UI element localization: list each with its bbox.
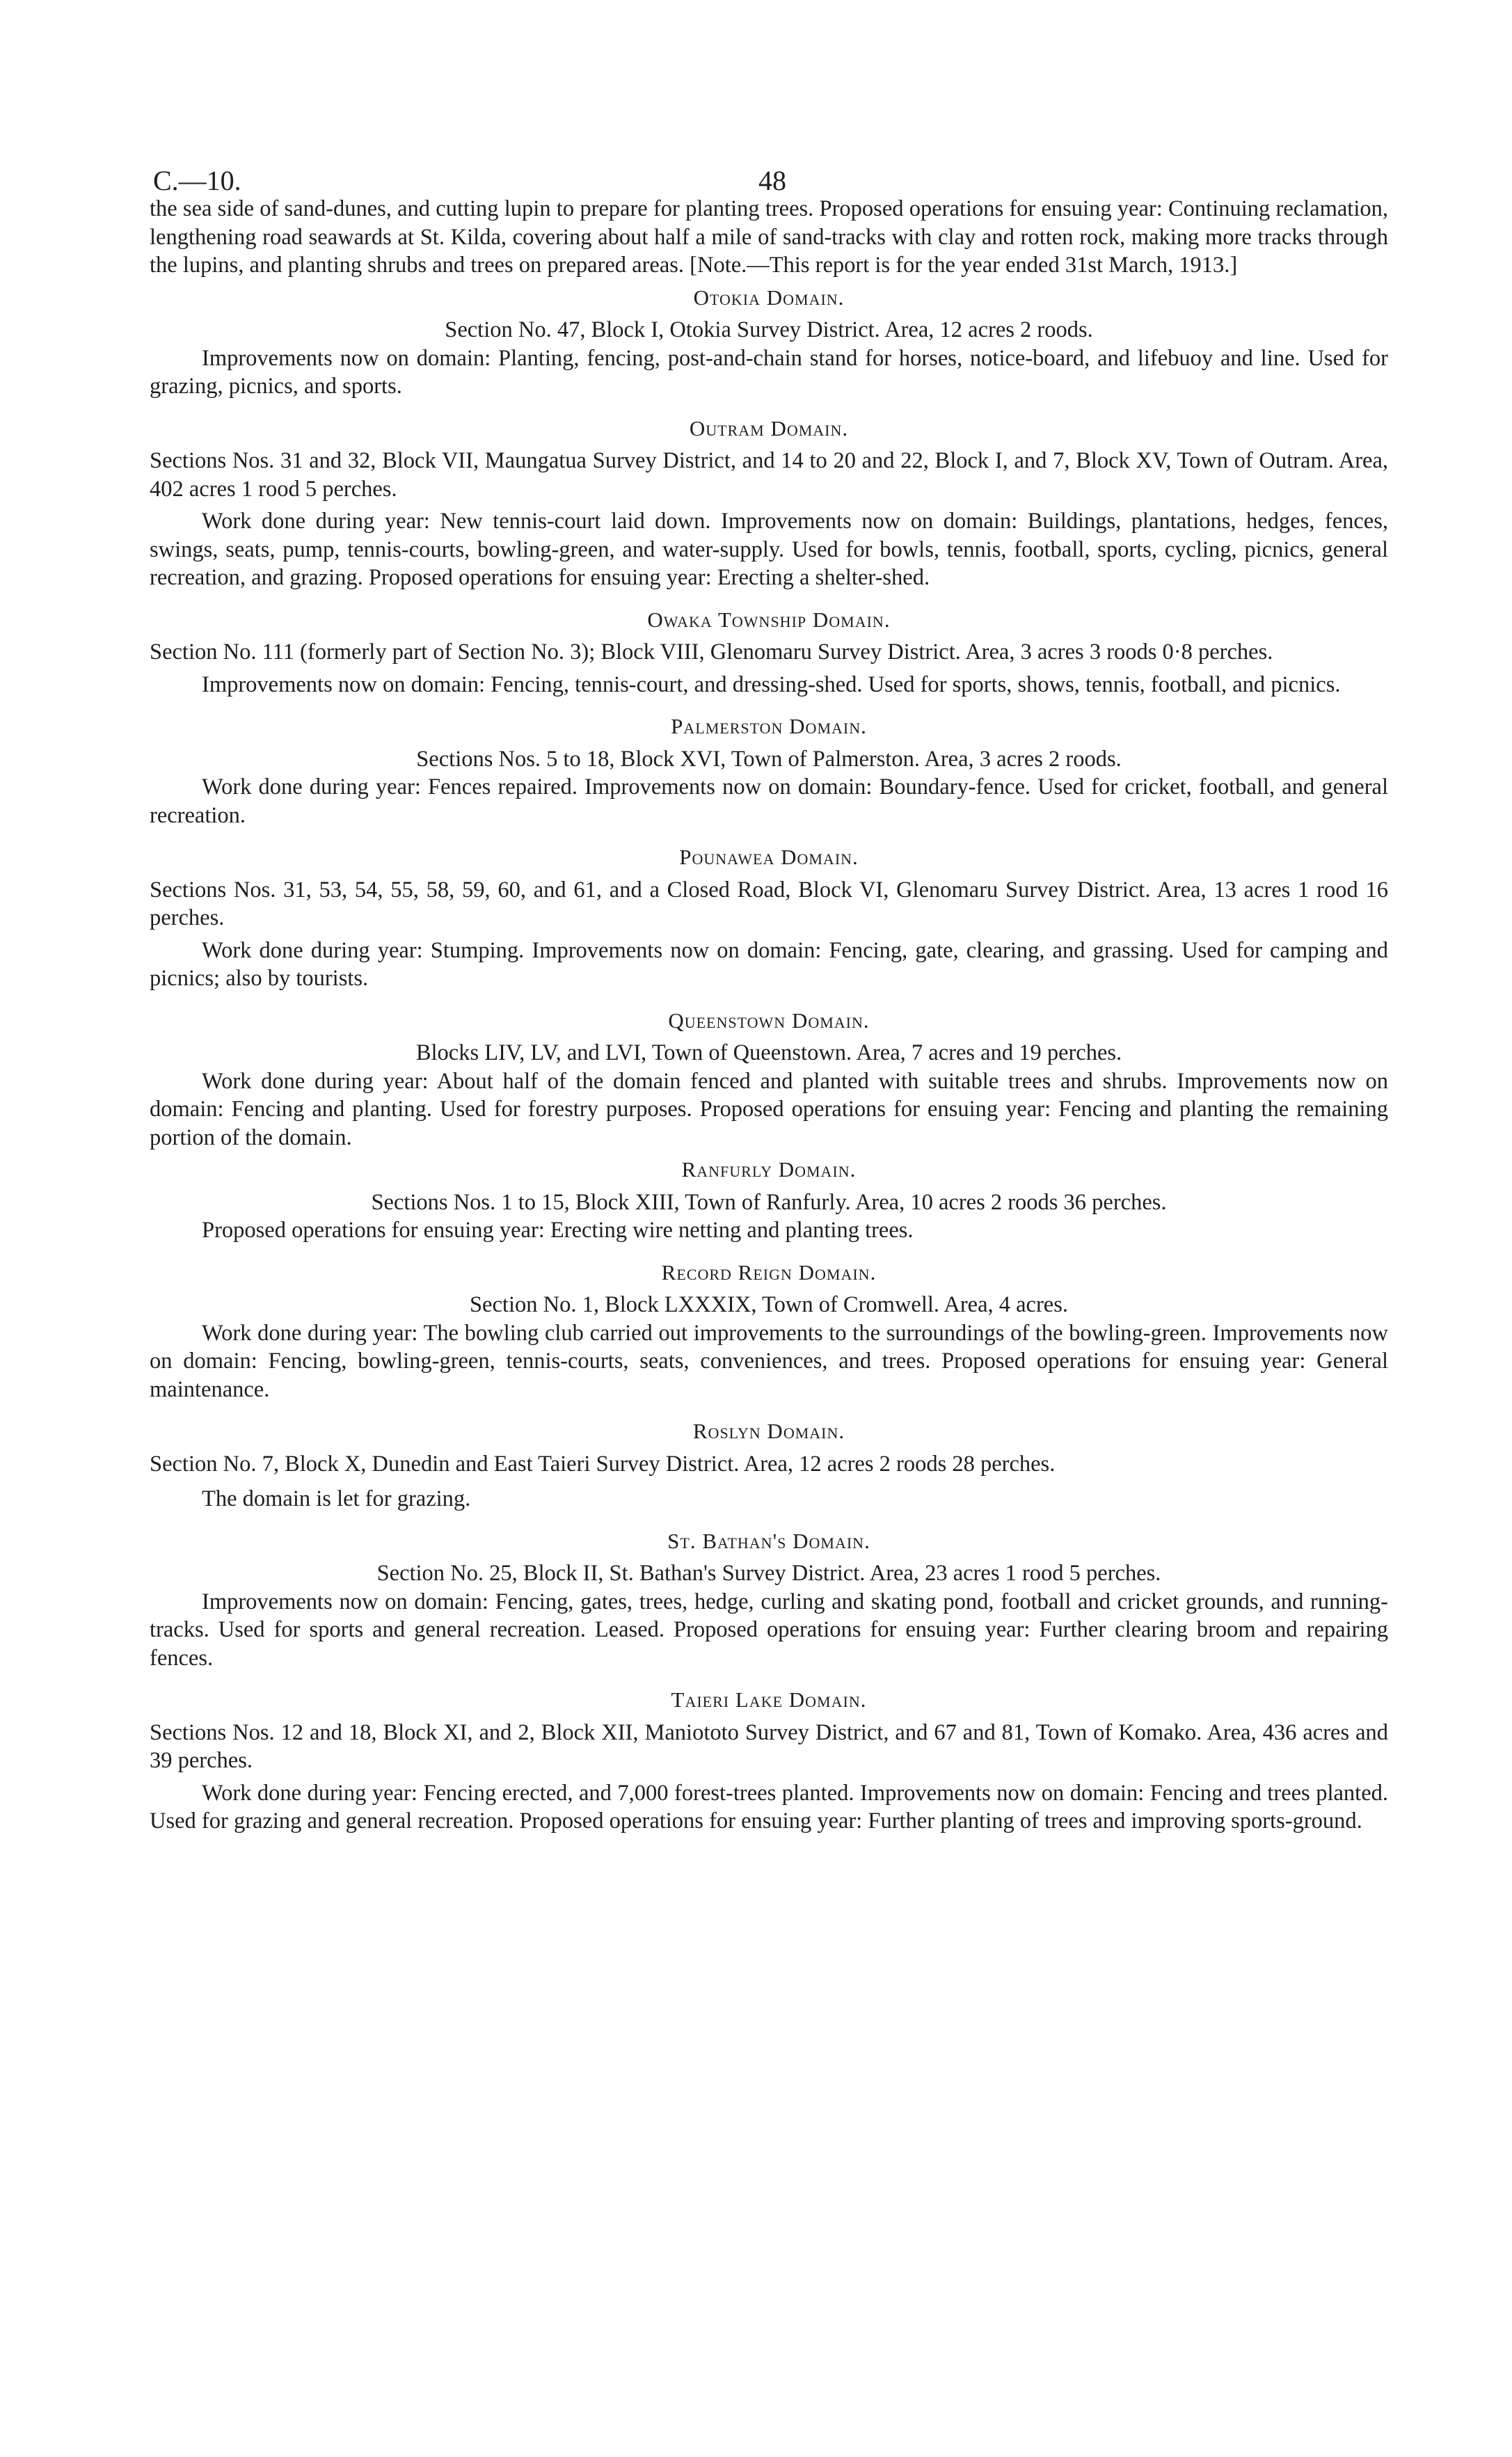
domain-title: Outram Domain.: [689, 415, 849, 440]
domain-details: Improvements now on domain: Planting, fencing, post-and-chain stand for horses, notice-board, and lifebuoy and line. Used for grazing, picnics, and sports.: [150, 345, 1388, 399]
domain-section: Section No. 47, Block I, Otokia Survey District. Area, 12 acres 2 roods.: [445, 317, 1093, 342]
domain-title: St. Bathan's Domain.: [667, 1528, 870, 1553]
domain-ranfurly: [150, 1154, 1388, 1245]
domain-palmerston: [150, 711, 1388, 829]
domain-details: Proposed operations for ensuing year: Erecting wire netting and planting trees.: [202, 1218, 914, 1243]
domain-details: Work done during year: Stumping. Improvements now on domain: Fencing, gate, clearing, and grassing. Used for camping and picnics; also by tourists.: [150, 937, 1388, 991]
domain-details: Work done during year: New tennis-court laid down. Improvements now on domain: Buildings, plantations, hedges, fences, swings, seats, pump, tennis-courts, bowling-green, and water-supply. Used for bowls, tennis, football, sports, cycling, picnics, general recreation, and grazing. Proposed operations for ensuing year: Erecting a shelter-shed.: [150, 509, 1388, 590]
domain-details: Work done during year: Fencing erected, and 7,000 forest-trees planted. Improvements now on domain: Fencing and trees planted. Used for grazing and general recreation. Proposed operations for ensuing year: Further planting of trees and improving sports-ground.: [150, 1780, 1388, 1834]
domain-title: Owaka Township Domain.: [647, 607, 891, 632]
domain-title: Ranfurly Domain.: [681, 1157, 857, 1182]
domain-owaka-township: [150, 605, 1388, 699]
domain-otokia: [150, 283, 1388, 401]
document-page: [150, 146, 1388, 2435]
domain-st-bathans: [150, 1526, 1388, 1673]
domain-title: Record Reign Domain.: [661, 1259, 877, 1285]
domain-title: Queenstown Domain.: [668, 1008, 870, 1033]
report-reference: C.—10.: [153, 165, 241, 196]
domain-details: Work done during year: Fences repaired. Improvements now on domain: Boundary-fence. Used for cricket, football, and general recreation.: [150, 774, 1388, 828]
page-number: 48: [758, 165, 786, 196]
domain-title: Otokia Domain.: [693, 285, 845, 310]
domain-taieri-lake: [150, 1685, 1388, 1836]
domain-section: Section No. 25, Block II, St. Bathan's Survey District. Area, 23 acres 1 rood 5 perches.: [376, 1561, 1161, 1586]
domain-section: Sections Nos. 31, 53, 54, 55, 58, 59, 60, and 61, and a Closed Road, Block VI, Glenomaru Survey District. Area, 13 acres 1 rood 16 perches.: [150, 877, 1388, 930]
domain-details: Improvements now on domain: Fencing, tennis-court, and dressing-shed. Used for sports, shows, tennis, football, and picnics.: [202, 671, 1341, 697]
domain-pounawea: [150, 842, 1388, 993]
domain-title: Taieri Lake Domain.: [671, 1687, 867, 1712]
domain-section: Blocks LIV, LV, and LVI, Town of Queenstown. Area, 7 acres and 19 perches.: [415, 1040, 1122, 1065]
domain-details: Work done during year: The bowling club carried out improvements to the surroundings of the bowling-green. Improvements now on domain: Fencing, bowling-green, tennis-courts, seats, conveniences, and trees. Proposed operations for ensuing year: General maintenance.: [150, 1320, 1388, 1402]
domain-record-reign: [150, 1257, 1388, 1404]
domain-section: Sections Nos. 31 and 32, Block VII, Maungatua Survey District, and 14 to 20 and 22, Block I, and 7, Block XV, Town of Outram. Area, 402 acres 1 rood 5 perches.: [150, 448, 1388, 502]
domain-section: Sections Nos. 1 to 15, Block XIII, Town of Ranfurly. Area, 10 acres 2 roods 36 perches.: [371, 1189, 1167, 1215]
domain-title: Pounawea Domain.: [679, 845, 859, 869]
page-header: [150, 146, 1388, 195]
domain-section: Section No. 1, Block LXXXIX, Town of Cromwell. Area, 4 acres.: [469, 1292, 1068, 1317]
domain-section: Section No. 111 (formerly part of Section No. 3); Block VIII, Glenomaru Survey District. Area, 3 acres 3 roods 0·8 perches.: [150, 639, 1273, 665]
domain-roslyn: [150, 1416, 1388, 1513]
domain-details: Work done during year: About half of the domain fenced and planted with suitable trees and shrubs. Improvements now on domain: Fencing and planting. Used for forestry purposes. Proposed operations for ensuing year: Fencing and planting the remaining portion of the domain.: [150, 1068, 1388, 1150]
domain-outram: [150, 413, 1388, 592]
domain-section: Sections Nos. 5 to 18, Block XVI, Town of Palmerston. Area, 3 acres 2 roods.: [416, 746, 1122, 772]
domain-queenstown: [150, 1005, 1388, 1152]
domain-section: Section No. 7, Block X, Dunedin and East Taieri Survey District. Area, 12 acres 2 roods 28 perches.: [150, 1451, 1056, 1477]
domain-section: Sections Nos. 12 and 18, Block XI, and 2, Block XII, Maniototo Survey District, and 67 and 81, Town of Komako. Area, 436 acres and 39 perches.: [150, 1719, 1388, 1773]
domain-title: Palmerston Domain.: [671, 714, 867, 738]
domain-details: The domain is let for grazing.: [202, 1486, 471, 1511]
domain-title: Roslyn Domain.: [692, 1419, 845, 1443]
domain-details: Improvements now on domain: Fencing, gates, trees, hedge, curling and skating pond, football and cricket grounds, and running-tracks. Used for sports and general recreation. Leased. Proposed operations for ensuing year: Further clearing broom and repairing fences.: [150, 1589, 1388, 1671]
intro-paragraph: the sea side of sand-dunes, and cutting lupin to prepare for planting trees. Proposed operations for ensuing year: Continuing reclamation, lengthening road seawards at St. Kilda, covering about half a mile of sand-tracks with clay and rotten rock, making more tracks through the lupins, and planting shrubs and trees on prepared areas. [Note.—This report is for the year ended 31st March, 1913.]: [150, 196, 1388, 278]
